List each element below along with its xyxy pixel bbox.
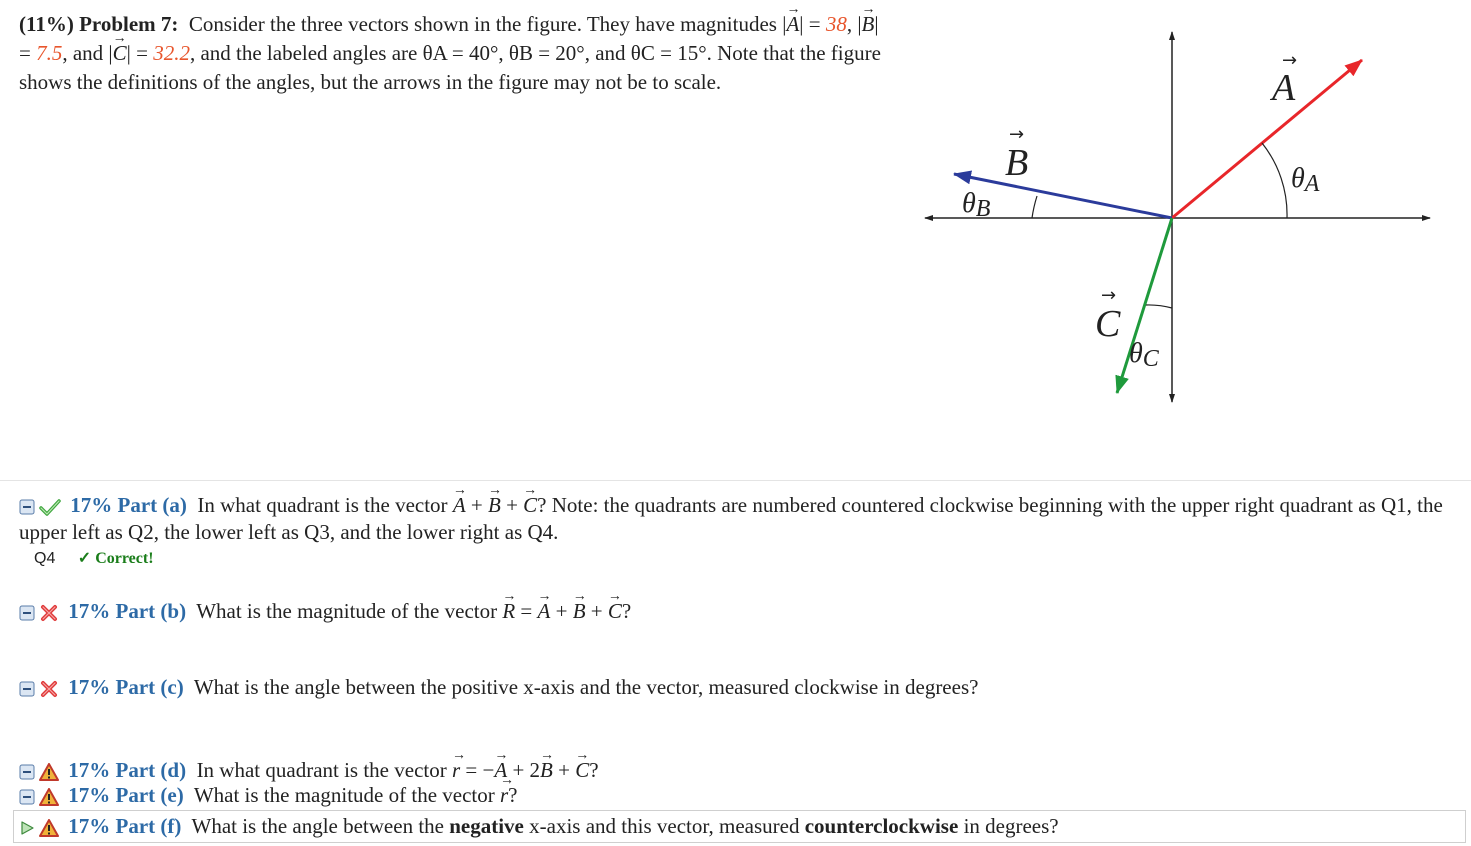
- label-b: B: [1005, 142, 1029, 184]
- warning-icon: [39, 763, 59, 781]
- angle-c-label: θC: [1129, 338, 1159, 372]
- part-f-row: [19, 813, 1059, 840]
- part-f-bold-counterclockwise: counterclockwise: [804, 814, 959, 838]
- part-a-status: ✓ Correct!: [77, 550, 154, 567]
- part-f-question-post: in degrees?: [963, 814, 1059, 838]
- angle-c-arc: [1146, 305, 1172, 308]
- part-b-question-post: ?: [621, 599, 632, 623]
- vector-figure: [920, 25, 1440, 410]
- part-d-question-post: ?: [589, 758, 599, 782]
- warning-icon: [39, 788, 59, 806]
- part-c-title[interactable]: 17% Part (c): [68, 675, 184, 699]
- part-c-row: [19, 674, 978, 701]
- part-b-row: [19, 598, 631, 625]
- problem-weight: (11%): [19, 12, 74, 36]
- part-f-bold-negative: negative: [449, 814, 524, 838]
- label-a: A: [1272, 67, 1296, 109]
- part-b-title[interactable]: 17% Part (b): [68, 599, 187, 623]
- warning-icon: [39, 819, 59, 837]
- collapse-icon[interactable]: [19, 605, 35, 621]
- part-a-answer: Q4: [34, 550, 56, 567]
- part-e-question-pre: What is the magnitude of the vector: [193, 783, 495, 807]
- part-d-title[interactable]: 17% Part (d): [68, 758, 187, 782]
- collapse-icon[interactable]: [19, 499, 35, 515]
- label-c-arrow: →: [1101, 285, 1117, 306]
- angle-a-label: θA: [1291, 163, 1320, 197]
- vector-a-arrow: [1172, 60, 1362, 218]
- part-a-question-pre: In what quadrant is the vector: [197, 493, 448, 517]
- mag-c-value: 32.2: [153, 41, 190, 65]
- part-d-question-pre: In what quadrant is the vector: [196, 758, 447, 782]
- part-d-expression: → r = −→ A + 2→ B + → C: [452, 758, 589, 782]
- correct-check-icon: [39, 498, 61, 516]
- angles-text: and the labeled angles are θA = 40°, θB = 20°, and θC = 15°. Note that the figure shows the definitions of the angles, but the arrows in the figure may not be to scale.: [19, 41, 881, 94]
- part-a-answer-row: [34, 549, 154, 569]
- part-a-title[interactable]: 17% Part (a): [70, 493, 187, 517]
- section-divider: [0, 480, 1471, 481]
- part-b-question-pre: What is the magnitude of the vector: [196, 599, 498, 623]
- expand-arrow-icon[interactable]: [19, 820, 35, 836]
- angle-b-arc: [1032, 196, 1037, 218]
- angle-a-arc: [1262, 143, 1287, 218]
- label-a-arrow: →: [1282, 50, 1298, 71]
- label-c: C: [1095, 303, 1121, 345]
- mag-a-value: 38: [825, 12, 847, 36]
- part-f-title[interactable]: 17% Part (f): [68, 814, 182, 838]
- mag-b-value: 7.5: [36, 41, 63, 65]
- problem-statement: (11%) Problem 7: Consider the three vectors shown in the figure. They have magnitudes |→ A| = 38, |→ B| = 7.5, and |→ C| = 32.2, and the labeled angles are θA = 40°, θB = 20°, and θC = 15°. Note that the figure shows the definitions of the angles, but the arrows in the figure may not be to scale.: [19, 10, 889, 97]
- part-e-title[interactable]: 17% Part (e): [68, 783, 184, 807]
- collapse-icon[interactable]: [19, 681, 35, 697]
- problem-number: Problem 7:: [79, 12, 179, 36]
- part-e-question-post: ?: [508, 783, 518, 807]
- part-f-question-pre: What is the angle between the: [191, 814, 444, 838]
- part-f-question-mid: x-axis and this vector, measured: [529, 814, 800, 838]
- part-e-expression: → r: [500, 783, 508, 807]
- collapse-icon[interactable]: [19, 764, 35, 780]
- vec-b-symbol: → B: [862, 10, 875, 39]
- label-b-arrow: →: [1009, 124, 1025, 145]
- part-e-row: [19, 782, 518, 809]
- problem-intro: Consider the three vectors shown in the figure. They have magnitudes: [188, 12, 777, 36]
- part-a-question-post: ? Note: the quadrants are numbered countered clockwise beginning with the upper right quadrant as Q1, the upper left as Q2, the lower left as Q3, and the lower right as Q4.: [19, 493, 1443, 544]
- part-a-row: [19, 492, 1459, 546]
- part-b-expression: → R = → A + → B + → C: [502, 599, 622, 623]
- collapse-icon[interactable]: [19, 789, 35, 805]
- incorrect-x-icon: [39, 603, 59, 623]
- vec-c-symbol: → C: [113, 39, 127, 68]
- angle-b-label: θB: [962, 188, 991, 222]
- part-c-question: What is the angle between the positive x-axis and the vector, measured clockwise in degrees?: [193, 675, 979, 699]
- part-a-expression: → A + → B + → C: [453, 493, 537, 517]
- vec-a-symbol: → A: [786, 10, 799, 39]
- incorrect-x-icon: [39, 679, 59, 699]
